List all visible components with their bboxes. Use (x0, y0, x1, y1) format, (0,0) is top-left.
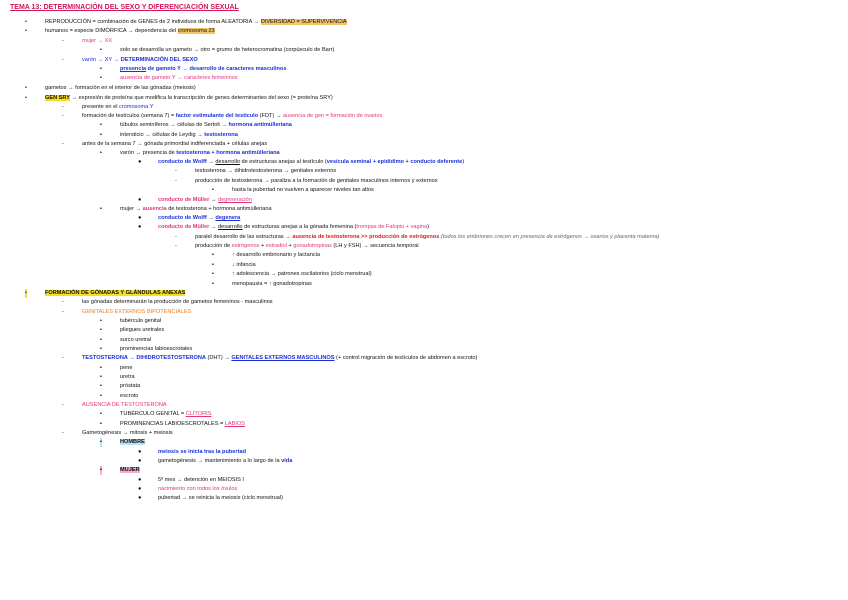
list-item (120, 121, 292, 130)
list-item-text: GEN SRY (45, 95, 70, 101)
list-item-text: ↓ infancia (232, 262, 256, 268)
list-item-text: gametogénesis → mantenimiento a lo largo de la (158, 458, 282, 464)
list-bullet: ▪ (100, 411, 102, 417)
list-item (158, 494, 283, 503)
list-bullet: ▪ (212, 262, 214, 268)
list-bullet: - (62, 113, 64, 119)
list-item-text: conducto de Müller (158, 197, 210, 203)
list-item-text: presencia (120, 66, 147, 72)
list-item-text: cromosoma 23 (177, 28, 215, 34)
list-bullet: ▪ (100, 122, 102, 128)
list-item-text: solo se desarrolla un gameto → otro = grumo de heterocromatina (corpúsculo de Barr) (120, 47, 335, 53)
list-item-text: TUBÉRCULO GENITAL = (120, 411, 186, 417)
list-item-text: varón → XY → (82, 57, 121, 63)
list-bullet: ● (138, 224, 142, 230)
list-item-text: → (206, 215, 216, 221)
list-item-text: → (209, 197, 218, 203)
list-bullet: - (62, 355, 64, 361)
list-item-text: PROMINENCIAS LABIOESCROTALES = (120, 421, 225, 427)
list-item-text: ausencia de testosterona >> producción de estrógenos (292, 234, 440, 240)
list-item-text: REPRODUCCIÓN = combinación de GENES de 2 individuos de forma ALEATORIA → (45, 19, 261, 25)
list-item-text: túbulos seminíferos → células de Sertoli → (120, 122, 229, 128)
list-item-text: factor estimulante del testículo (175, 113, 259, 119)
list-bullet: ▪ (212, 281, 214, 287)
list-item (120, 149, 280, 158)
list-bullet: - (175, 178, 177, 184)
list-item (82, 429, 173, 438)
list-item-text: testosterona + hormona antimülleriana (176, 150, 280, 156)
list-item-text: (FDT) → (258, 113, 283, 119)
list-item (82, 308, 191, 317)
list-item-text: uretra (120, 374, 135, 380)
list-bullet: ● (138, 477, 142, 483)
list-item-text: cromosoma Y (119, 104, 154, 110)
list-item-text: de estructuras anejas al testículo ( (239, 159, 327, 165)
list-item (45, 27, 215, 36)
list-item (158, 476, 244, 485)
list-item (158, 158, 464, 167)
list-item (195, 177, 438, 186)
list-item-text: ausencia de gameto Y → caracteres femeninos (120, 75, 238, 81)
list-item-text: próstata (120, 383, 141, 389)
list-item-text: ↑ desarrollo embrionario y lactancia (232, 252, 320, 258)
list-bullet: ▪ (100, 132, 102, 138)
list-bullet: ▪ (100, 393, 102, 399)
list-item (82, 298, 273, 307)
list-bullet: • (25, 28, 27, 34)
list-item-text: (LH y FSH) → secuencia temporal (331, 243, 419, 249)
list-item (120, 345, 192, 354)
list-item (82, 56, 198, 65)
list-item-text: degeneración (217, 197, 252, 203)
list-item-text: + (259, 243, 266, 249)
list-bullet: - (175, 168, 177, 174)
list-item (120, 382, 140, 391)
list-item-text: → (209, 224, 218, 230)
list-item (82, 401, 167, 410)
list-item (158, 196, 252, 205)
list-item-text: GENITALES EXTERNOS BIPOTENCIALES (82, 309, 192, 315)
list-item-text: 5º mes → detención en MEIOSIS I (158, 477, 244, 483)
list-bullet: ▪ (100, 421, 102, 427)
list-item (82, 103, 153, 112)
list-item-text: estrógenos (231, 243, 260, 249)
list-bullet: - (62, 309, 64, 315)
list-item (232, 270, 372, 279)
list-bullet: ● (138, 159, 142, 165)
list-item (158, 448, 246, 457)
list-bullet: - (175, 234, 177, 240)
list-item-text: CLÍTORIS (185, 411, 212, 417)
list-bullet: ▪ (100, 47, 102, 53)
list-bullet: ▪ (100, 374, 102, 380)
list-item-text: ↑ adolescencia → patrones oscilatorios (ciclo menstrual) (232, 271, 372, 277)
list-item-text: ausencia (142, 206, 167, 212)
list-item-text: + (286, 243, 294, 249)
list-item-text: → expresión de proteína que modifica la transcripción de genes determinantes del sexo (= proteína SRY) (69, 95, 333, 101)
list-item (232, 186, 374, 195)
list-item (120, 364, 132, 373)
list-item-text: pubertad → se reinicia la meiosis (ciclo menstrual) (158, 495, 283, 501)
list-bullet: ▪ (212, 271, 214, 277)
list-item-text: conducto de Wolff (158, 215, 207, 221)
list-bullet: - (62, 38, 64, 44)
list-item-text: trompas de Falopio + vagina (356, 224, 428, 230)
list-item-text: (+ control migración de testículos de abdomen a escroto) (334, 355, 478, 361)
list-item (120, 392, 138, 401)
list-item (232, 261, 256, 270)
list-bullet: ● (138, 458, 142, 464)
list-item (82, 140, 267, 149)
list-item-text: surco uretral (120, 337, 152, 343)
list-item (120, 326, 164, 335)
list-item (158, 457, 292, 466)
list-item-text: ) (427, 224, 429, 230)
list-item (120, 336, 151, 345)
list-bullet: • (25, 290, 27, 296)
list-item (45, 84, 196, 93)
list-item-text: meiosis se inicia tras la pubertad (158, 449, 246, 455)
list-item (82, 37, 112, 46)
list-item (45, 289, 185, 298)
list-bullet: ▪ (100, 318, 102, 324)
list-item-text: de gameto Y → desarrollo de caracteres masculinos (146, 66, 287, 72)
list-item-text: testosterona → dihidrotestosterona → genitales externos (195, 168, 337, 174)
list-bullet: • (25, 95, 27, 101)
list-item (120, 74, 238, 83)
list-item (45, 94, 333, 103)
list-item (232, 280, 312, 289)
list-item-text: intersticio → células de Leydig → (120, 132, 205, 138)
list-item (195, 242, 419, 251)
list-item-text: pliegues uretrales (120, 327, 165, 333)
list-item (120, 438, 145, 447)
list-item (120, 65, 286, 74)
list-bullet: • (25, 85, 27, 91)
list-bullet: ● (138, 197, 142, 203)
list-item-text: hasta la pubertad no vuelven a aparecer niveles tan altos (232, 187, 374, 193)
list-item-text: AUSENCIA DE TESTOSTERONA (82, 402, 167, 408)
list-item-text: MUJER (120, 467, 140, 473)
list-item-text: menopausia = ↑ gonadotropinas (232, 281, 312, 287)
list-item-text: desarrollo (217, 224, 243, 230)
list-item-text: conducto de Müller (158, 224, 210, 230)
list-item-text: degenera (215, 215, 241, 221)
list-bullet: ▪ (212, 187, 214, 193)
list-item-text: DIVERSIDAD = SUPERVIVENCIA (260, 19, 347, 25)
list-item-text: mujer → (120, 206, 143, 212)
list-bullet: ▪ (100, 327, 102, 333)
list-item-text: Gametogénesis → mitosis + meiosis (82, 430, 173, 436)
list-item-text: de testosterona + hormona antimülleriana (166, 206, 272, 212)
list-bullet: - (62, 104, 64, 110)
list-item-text: estradiol (265, 243, 287, 249)
list-item-text: formación de testículos (semana 7) = (82, 113, 176, 119)
list-item-text: vesícula seminal + epidídimo + conducto deferente (326, 159, 463, 165)
list-bullet: ▪ (100, 75, 102, 81)
list-bullet: - (62, 430, 64, 436)
list-bullet: - (175, 243, 177, 249)
list-item (120, 46, 334, 55)
list-item (120, 410, 211, 419)
list-item-text: escroto (120, 393, 139, 399)
list-bullet: ▪ (100, 346, 102, 352)
list-item (120, 373, 135, 382)
list-bullet: ▪ (100, 383, 102, 389)
list-bullet: ▪ (100, 66, 102, 72)
list-item-text: conducto de Wolff (158, 159, 207, 165)
list-bullet: ▪ (100, 467, 102, 473)
list-item (158, 485, 237, 494)
list-item-text: LABIOS (224, 421, 246, 427)
list-item-text: humanos = especie DIMÓRFICA → dependencia del (45, 28, 178, 34)
list-bullet: ▪ (212, 252, 214, 258)
list-bullet: ● (138, 495, 142, 501)
list-item (158, 214, 240, 223)
list-item-text: gametos → formación en el interior de las gónadas (meiosis) (45, 85, 196, 91)
list-item-text: pene (120, 365, 133, 371)
list-item (120, 466, 140, 475)
list-bullet: - (62, 402, 64, 408)
list-item (120, 131, 238, 140)
list-item-text: (DHT) → (205, 355, 232, 361)
list-item-text: vida (281, 458, 293, 464)
list-item-text: gonadotropinas (293, 243, 332, 249)
list-item-text: DETERMINACIÓN DEL SEXO (120, 57, 198, 63)
list-item-text: hormona antimülleriana (228, 122, 292, 128)
list-item-text: las gónadas determinarán la producción de gametos femeninos - masculinos (82, 299, 273, 305)
list-bullet: ▪ (100, 439, 102, 445)
list-item (120, 317, 161, 326)
list-bullet: ▪ (100, 206, 102, 212)
list-item (82, 112, 382, 121)
list-bullet: ● (138, 486, 142, 492)
list-bullet: • (25, 19, 27, 25)
list-item-text: ) (462, 159, 465, 165)
list-bullet: ▪ (100, 337, 102, 343)
list-bullet: ▪ (100, 150, 102, 156)
list-item-text: producción de testosterona → paraliza a la formación de genitales masculinos internos y externos (195, 178, 438, 184)
list-bullet: - (62, 141, 64, 147)
list-item-text: tubérculo genital (120, 318, 162, 324)
list-item-text: varón → presencia de (120, 150, 177, 156)
list-item-text: GENITALES EXTERNOS MASCULINOS (231, 355, 335, 361)
list-item-text: (todos los embriones crecen en presencia de estrógenos → ovarios y placenta materna) (439, 234, 660, 240)
list-item-text: nacimiento con todos los óvulos (158, 486, 238, 492)
list-item-text: → (206, 159, 216, 165)
list-item-text: FORMACIÓN DE GÓNADAS Y GLÁNDULAS ANEXAS (45, 290, 186, 296)
list-item-text: mujer → XX (82, 38, 113, 44)
list-item (82, 354, 477, 363)
list-item (195, 233, 660, 242)
list-item (120, 205, 272, 214)
list-item-text: producción de (195, 243, 232, 249)
list-item-text: presente en el (82, 104, 120, 110)
list-item-text: paralel desarrollo de las estructuras → (195, 234, 293, 240)
list-bullet: ● (138, 449, 142, 455)
list-item-text: desarrollo (215, 159, 240, 165)
list-bullet: ● (138, 215, 142, 221)
list-item-text: de estructuras anejas a la gónada femenina ( (242, 224, 357, 230)
list-bullet: - (62, 299, 64, 305)
list-bullet: - (62, 57, 64, 63)
list-bullet: ▪ (100, 365, 102, 371)
list-item-text: prominencias labioescrotales (120, 346, 193, 352)
list-item-text: antes de la semana 7 → gónada primordial indiferenciada + células anejas (82, 141, 268, 147)
list-item (120, 420, 245, 429)
list-item (195, 167, 336, 176)
list-item-text: TESTOSTERONA → DIHIDROTESTOSTERONA (82, 355, 206, 361)
list-item (158, 223, 429, 232)
list-item-text: testosterona (204, 132, 238, 138)
document-title: TEMA 13: DETERMINACIÓN DEL SEXO Y DIFERENCIACIÓN SEXUAL (10, 4, 239, 11)
list-item-text: HOMBRE (120, 439, 145, 445)
list-item-text: ausencia de gen = formación de ovarios (282, 113, 383, 119)
list-item (45, 18, 347, 27)
list-item (232, 251, 320, 260)
